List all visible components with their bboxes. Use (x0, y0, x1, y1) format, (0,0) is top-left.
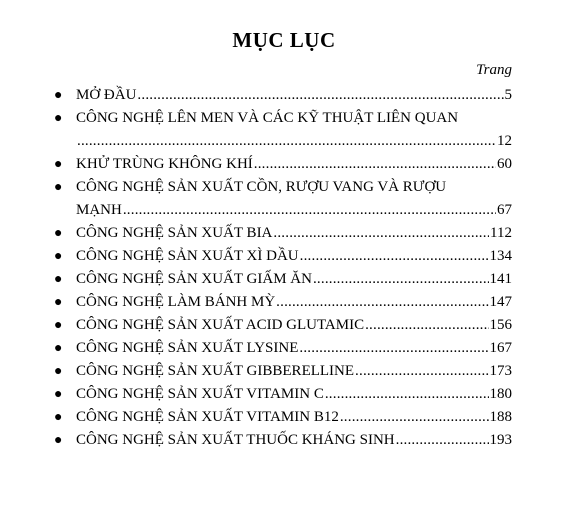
toc-entry-page: 60 (497, 156, 512, 172)
dot-leader (365, 314, 488, 337)
toc-entry (52, 84, 512, 107)
table-of-contents (52, 84, 512, 452)
toc-entry-title: MỞ ĐẦU (76, 87, 137, 103)
dot-leader (137, 84, 503, 107)
bullet-icon: ● (54, 226, 63, 241)
toc-entry-title: CÔNG NGHỆ SẢN XUẤT VITAMIN C (76, 386, 324, 402)
toc-line (76, 314, 512, 337)
bullet-icon: ● (54, 364, 63, 379)
bullet-icon: ● (54, 249, 63, 264)
toc-line (76, 153, 512, 176)
toc-entry-page: 141 (489, 271, 512, 287)
toc-entry-title: CÔNG NGHỆ SẢN XUẤT ACID GLUTAMIC (76, 317, 365, 333)
dot-leader (300, 245, 489, 268)
toc-entry-title: KHỬ TRÙNG KHÔNG KHÍ (76, 156, 253, 172)
toc-entry-page: 188 (489, 409, 512, 425)
toc-line (76, 130, 512, 153)
toc-line (76, 84, 512, 107)
dot-leader (355, 360, 488, 383)
toc-line (76, 383, 512, 406)
toc-entry-page: 134 (489, 248, 512, 264)
toc-line (76, 337, 512, 360)
toc-entry (52, 429, 512, 452)
toc-entry-title-continued: MẠNH (76, 202, 122, 218)
bullet-icon: ● (54, 111, 63, 126)
toc-entry (52, 337, 512, 360)
toc-entry-title: CÔNG NGHỆ LÀM BÁNH MỲ (76, 294, 276, 310)
toc-entry-title: CÔNG NGHỆ SẢN XUẤT VITAMIN B12 (76, 409, 339, 425)
toc-entry-page: 167 (489, 340, 512, 356)
bullet-icon: ● (54, 295, 63, 310)
toc-line (76, 291, 512, 314)
dot-leader (325, 383, 489, 406)
bullet-icon: ● (54, 433, 63, 448)
toc-entry-title: CÔNG NGHỆ SẢN XUẤT BIA (76, 225, 273, 241)
toc-entry-page: 112 (490, 225, 512, 241)
page-column-label: Trang (476, 62, 512, 78)
dot-leader (313, 268, 489, 291)
toc-entry-title: CÔNG NGHỆ SẢN XUẤT GIẤM ĂN (76, 271, 312, 287)
bullet-icon: ● (54, 387, 63, 402)
toc-entry (52, 291, 512, 314)
toc-entry (52, 107, 512, 153)
page-title: MỤC LỤC (232, 28, 336, 52)
bullet-icon: ● (54, 410, 63, 425)
toc-entry-page: 156 (489, 317, 512, 333)
toc-entry (52, 176, 512, 222)
toc-entry-title: CÔNG NGHỆ SẢN XUẤT THUỐC KHÁNG SINH (76, 432, 395, 448)
bullet-icon: ● (54, 272, 63, 287)
bullet-icon: ● (54, 157, 63, 172)
toc-entry-title: CÔNG NGHỆ LÊN MEN VÀ CÁC KỸ THUẬT LIÊN QUAN (76, 110, 459, 126)
dot-leader (77, 130, 496, 153)
bullet-icon: ● (54, 88, 63, 103)
dot-leader (123, 199, 496, 222)
toc-line (76, 199, 512, 222)
dot-leader (299, 337, 488, 360)
toc-line (76, 268, 512, 291)
toc-line (76, 406, 512, 429)
toc-entry-page: 173 (489, 363, 512, 379)
toc-entry-page: 67 (497, 202, 512, 218)
toc-line (76, 222, 512, 245)
toc-entry (52, 268, 512, 291)
toc-line (76, 360, 512, 383)
toc-entry-page: 5 (504, 87, 512, 103)
toc-entry (52, 222, 512, 245)
toc-entry (52, 245, 512, 268)
toc-entry (52, 153, 512, 176)
dot-leader (396, 429, 489, 452)
toc-entry-page: 193 (489, 432, 512, 448)
toc-entry-title: CÔNG NGHỆ SẢN XUẤT XÌ DẦU (76, 248, 299, 264)
dot-leader (273, 222, 489, 245)
toc-entry-title: CÔNG NGHỆ SẢN XUẤT GIBBERELLINE (76, 363, 355, 379)
dot-leader (340, 406, 489, 429)
dot-leader (276, 291, 488, 314)
toc-entry (52, 406, 512, 429)
toc-entry-title: CÔNG NGHỆ SẢN XUẤT CỒN, RƯỢU VANG VÀ RƯỢU (76, 179, 447, 195)
toc-line (76, 429, 512, 452)
toc-entry (52, 314, 512, 337)
toc-entry-page: 147 (489, 294, 512, 310)
bullet-icon: ● (54, 318, 63, 333)
toc-line (76, 245, 512, 268)
bullet-icon: ● (54, 341, 63, 356)
toc-entry-page: 180 (489, 386, 512, 402)
dot-leader (254, 153, 496, 176)
toc-entry (52, 383, 512, 406)
bullet-icon: ● (54, 180, 63, 195)
toc-entry-title: CÔNG NGHỆ SẢN XUẤT LYSINE (76, 340, 299, 356)
toc-entry (52, 360, 512, 383)
toc-entry-page: 12 (497, 133, 512, 149)
